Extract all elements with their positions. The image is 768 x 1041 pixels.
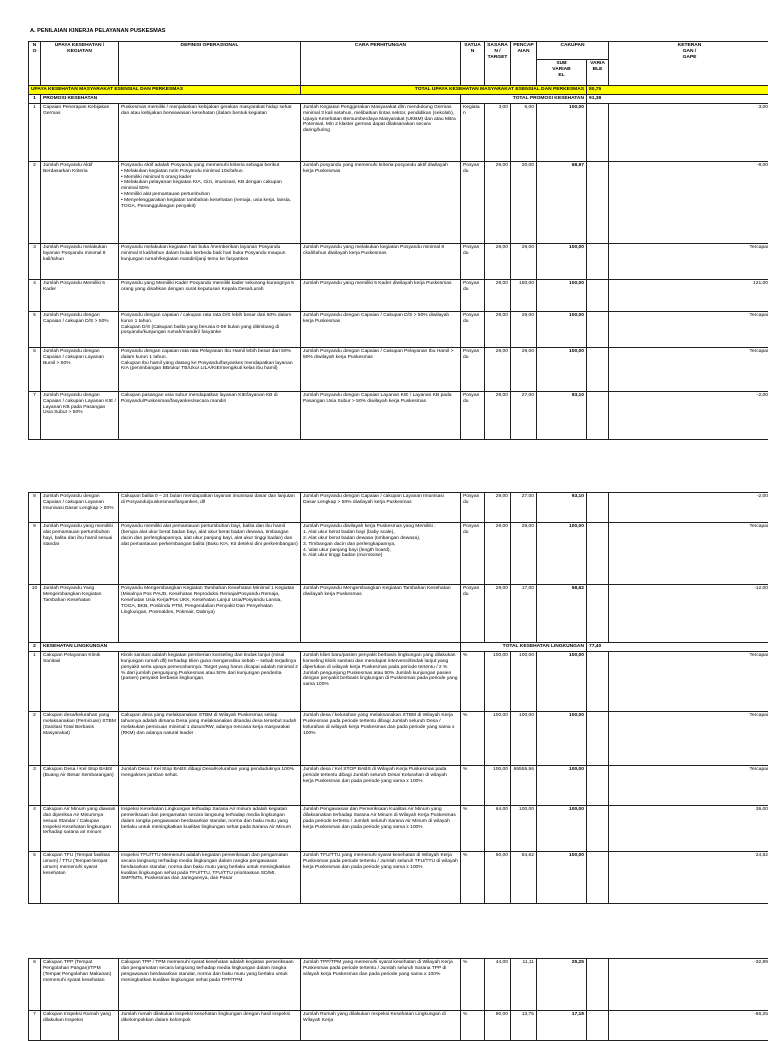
table-row (29, 585, 768, 643)
cell-cara: Jumlah TFU/TTU yang memenuhi syarat kesehatan di Wilayah Kerja Puskesmas pada periode tertentu / Jumlah seluruh TFU/TTU di wilayah kerja Puskesmas dan pada periode yang sama x 100% (301, 851, 461, 903)
cell-satuan: Posyan du (461, 347, 485, 391)
header-pencapaian: PENCAP AIAN (511, 42, 537, 86)
cell-pencapaian: 20,00 (511, 161, 537, 243)
cell-upaya: Jumlah Posyandu melakukan layanan Posyandu minimal 8 kali/tahun (41, 243, 119, 279)
header-variable: VARIABLE (587, 60, 609, 86)
cell-satuan: % (461, 805, 485, 851)
cell-sasaran: 29,00 (485, 161, 511, 243)
cell-ket: -32,89 (609, 959, 768, 1011)
cell-satuan: % (461, 651, 485, 711)
header-no: N O (29, 42, 41, 86)
cell-def: Inspeksi Kesehatan Lingkungan terhadap Sarana Air minum adalah kegiatan pemeriksaan dan pengamatan secara langsung terhadap media lingkungan dalam rangka pengawasan berdasarkan standar, norma dan baku mutu yang berlaku untuk meningkatkan kualitas lingkungan sehat pada Sarana Air Minum (119, 805, 301, 851)
cell-upaya: Jumlah Posyandu dengan Capaian / cakupan Layanan Imunisasi Dasar Lengkap > 50% (41, 493, 119, 523)
cell-sub (587, 585, 609, 643)
ukm-label: UPAYA KESEHATAN MASYARAKAT ESENSIAL DAN PERKESMAS (29, 86, 301, 95)
table-row (29, 851, 768, 903)
cell-ket: -2,00 (609, 391, 768, 439)
cell-satuan: Posyan du (461, 161, 485, 243)
cell-satuan: % (461, 959, 485, 1011)
table-row (29, 805, 768, 851)
header-definisi: DEFINISI OPERASIONAL (119, 42, 301, 86)
ukm-value: 80,75 (587, 86, 768, 95)
cell-cara: Jumlah Posyandu dengan Capaian / cakupan Layanan Imunisasi Dasar Lengkap > 50% diwilayah kerja Puskesmas (301, 493, 461, 523)
table-block-2 (28, 492, 768, 904)
table-row (29, 279, 768, 311)
cell-ket: -9,00 (609, 161, 768, 243)
cell-pencapaian: 100,00 (511, 711, 537, 765)
section-no: 2 (29, 643, 41, 652)
cell-sasaran: 100,00 (485, 711, 511, 765)
cell-ket: 3,00 (609, 103, 768, 161)
cell-upaya: Cakupan Inspeksi Rumah yang dilakukan Inspeksi (41, 1011, 119, 1041)
cell-sub (587, 391, 609, 439)
cell-sub (587, 711, 609, 765)
cell-no: 4 (29, 279, 41, 311)
header-cakupan: CAKUPAN (537, 42, 609, 60)
header-satuan: SATUA N (461, 42, 485, 86)
header-sub-variabel: SUB VARIAB EL (537, 60, 587, 86)
section-promosi-row (29, 94, 768, 103)
cell-def: Posyandu dengan capaian rata rata Pelayanan Ibu Hamil lebih besar dari 50% dalam kurun 1 tahun. Cakupan Ibu hamil yang datang ke Posyandu/fasyankes mendapatkan layanan KIA (penimbangan BB/ukur TB/Ukur LILA/KIE/mengikuti kelas ibu hamil) (119, 347, 301, 391)
section-total-value: 91,38 (587, 94, 768, 103)
cell-ket: Tercapai (609, 765, 768, 805)
cell-no: 6 (29, 959, 41, 1011)
cell-cakupan: 100,00 (537, 103, 587, 161)
cell-sub (587, 493, 609, 523)
cell-ket: Tercapai (609, 523, 768, 585)
section-total-label: TOTAL KESEHATAN LINGKUNGAN (461, 643, 587, 652)
cell-def: Posyandu dengan capaian / cakupan rata rata D/S lebih besar dari 50% dalam kurun 1 tahun. Cakupan D/S (Cakupan balita yang berusia 0-59 bulan yang ditimbang di posyandu/kunjungan rumah/mandiri/ fasyanke (119, 311, 301, 347)
cell-sub (587, 959, 609, 1011)
cell-pencapaian: 27,00 (511, 493, 537, 523)
cell-cara: Jumlah Posyandu yang melakukan kegiatan Posyandu minimal 8 ckali/tahun diwilayah kerja Puskesmas (301, 243, 461, 279)
cell-cara: Jumlah Posyandu yang memiliki 5 Kader diwilayah kerja Puskesmas (301, 279, 461, 311)
cell-upaya: Jumlah Posyandu Yang Mengembangkan Kegiatan Tambahan Kesehatan (41, 585, 119, 643)
table-row (29, 523, 768, 585)
page-title: A. PENILAIAN KINERJA PELAYANAN PUSKESMAS (30, 28, 166, 34)
cell-cara: Jumlah Pengawasan dan Pemeriksaan Kualitas Air Minum yang dilaksanakan terhadap Sarana Air Minum di Wilayah Kerja Puskesmas pada periode tertentu / Jumlah seluruh Sarana Air Minum di wilayah kerja Puskesmas dan pada periode yang sama x 100% (301, 805, 461, 851)
cell-sasaran: 29,00 (485, 585, 511, 643)
cell-upaya: Cakupan desa/kelurahan yang melaksanakan (Pemicuan) STBM (Sanitasi Total Berbasis Masyarakat) (41, 711, 119, 765)
cell-sasaran: 44,00 (485, 959, 511, 1011)
cell-no: 10 (29, 585, 41, 643)
cell-ket: -2,00 (609, 493, 768, 523)
cell-sasaran: 60,00 (485, 851, 511, 903)
table-row (29, 161, 768, 243)
cell-sasaran: 100,00 (485, 765, 511, 805)
cell-cara: Jumlah klien baru/pasien penyakit berbasis lingkungan yang dilakukan konseling klinik sanitasi dan mendapat intervensi/tindak lanjut yang diperlukan di wilayah kerja Puskesmas pada periode tertentu / 2 % Jumlah pengunjung Puskesmas atau 50% Jumlah kunjungan pasien dengan penyakit berbasis lingkungan di Puskesmas pada periode yang sama 100% (301, 651, 461, 711)
cell-no: 8 (29, 493, 41, 523)
cell-no: 2 (29, 161, 41, 243)
cell-cara: Jumlah Posyandu diwilayah kerja Puskesmas yang Memiliki : 1. Alat ukur berat badan bayi (baby scale), 2. Alat ukur berat badan dewasa (timbangan dewasa), 3. Timbangan dacin dan perlengkapannya, 4. \alat ukur panjang bayi (length board), 5. Alat ukur tinggi badan (microtoise) (301, 523, 461, 585)
cell-cara: Jumlah TPP/TPM yang memenuhi syarat kesehatan di Wilayah Kerja Puskesmas pada periode tertentu / Jumlah seluruh Sarana TPP di wilayah kerja Puskesmas dan pada periode yang sama x 100% (301, 959, 461, 1011)
cell-no: 1 (29, 651, 41, 711)
cell-pencapaian: 11,11 (511, 959, 537, 1011)
cell-no: 4 (29, 805, 41, 851)
cell-pencapaian: 29,00 (511, 243, 537, 279)
section-total-label: TOTAL PROMOSI KESEHATAN (461, 94, 587, 103)
cell-pencapaian: 100,00 (511, 805, 537, 851)
cell-ket: Tercapai (609, 311, 768, 347)
cell-def: Cakupan TPP / TPM memenuhi syarat kesehatan adalah kegiatan pemeriksaan dan pengamatan secara langsung terhadap media lingkungan dalam rangka pengawasan berdasarkan standar, norma dan baku mutu yang berlaku untuk meningkatkan kualitas lingkungan sehat pada TPP/TPM (119, 959, 301, 1011)
cell-ket: Tercapai (609, 651, 768, 711)
cell-sasaran: 29,00 (485, 347, 511, 391)
table-block-1 (28, 41, 768, 440)
cell-sub (587, 161, 609, 243)
cell-sub (587, 523, 609, 585)
cell-upaya: Jumlah Posyandu Aktif Berdasarkan Kriteria (41, 161, 119, 243)
cell-upaya: Cakupan Pelayanan Klinik Sanitasi (41, 651, 119, 711)
cell-sasaran: 64,00 (485, 805, 511, 851)
cell-cakupan: 100,00 (537, 347, 587, 391)
section-title: PROMOSI KESEHATAN (41, 94, 461, 103)
header-sasaran: SASARA N / TARGET (485, 42, 511, 86)
cell-sasaran: 29,00 (485, 391, 511, 439)
cell-upaya: Cakupan TPP (Tempat Pengolahan Pangan)/TPM (Tempat Pengolahan Makanan) memenuhi syarat kesehatan (41, 959, 119, 1011)
cell-cakupan: 100,00 (537, 523, 587, 585)
cell-sub (587, 103, 609, 161)
header-cara: CARA PERHITUNGAN (301, 42, 461, 86)
cell-sasaran: 80,00 (485, 1011, 511, 1041)
cell-def: Jumlah Desa / Kel Stop BABS dibagi Desa/Kelurahan yang penduduknya 100% mengakses jamban sehat. (119, 765, 301, 805)
cell-cakupan: 58,62 (537, 585, 587, 643)
cell-upaya: Jumlah Posyandu dengan Capaian / cakupan Layanan Bumil > 50% (41, 347, 119, 391)
cell-upaya: Jumlah Posyandu yang memiliki alat pemantauan pertumbuhan bayi, balita dan ibu hamil sesuai standar (41, 523, 119, 585)
cell-cara: Jumlah Posyandu dengan Capaian / Cakupan D/S > 50% diwilayah kerja Puskesmas (301, 311, 461, 347)
cell-cara: Jumlah desa / kelurahan yang melaksanakan STBM di Wilayah Kerja Puskesmas pada periode tertentu dibagi Jumlah seluruh Desa / kelurahan di wilayah kerja Puskesmas dan pada periode yang sama x 100% (301, 711, 461, 765)
cell-ket: Tercapai (609, 347, 768, 391)
cell-cara: Jumlah Posyandu Mengembangkan Kegiatan Tambahan Kesehatan diwilayah kerja Puskesmas (301, 585, 461, 643)
table-block-3 (28, 958, 768, 1041)
cell-sasaran: 3,00 (485, 103, 511, 161)
table-row (29, 493, 768, 523)
header-keterangan: KETERAN GAN / GAPE (609, 42, 768, 86)
cell-pencapaian: 13,75 (511, 1011, 537, 1041)
cell-cara: Jumlah desa / Kel STOP BABS di Wilayah Kerja Puskesmas pada periode tertentu dibagi Jumlah seluruh Desa/ Kelurahan di wilayah kerja Puskesmas dan pada periode yang sama x 100% (301, 765, 461, 805)
cell-upaya: Jumlah Posyandu dengan Capaian / cakupan Layanan KIE / Layanan KB pada Pasangan Usia Subur > 50% (41, 391, 119, 439)
cell-upaya: Capaian Penerapan Kebijakan Germas (41, 103, 119, 161)
cell-satuan: Posyan du (461, 311, 485, 347)
cell-sub (587, 243, 609, 279)
cell-cakupan: 25,25 (537, 959, 587, 1011)
cell-def: Posyandu Aktif adalah Posyandu yang memenuhi kriteria sebagai berikut • Melakukan kegiatan rutin Posyandu minimal 10x/tahun • Memiliki minimal 5 orang kader • Melakukan pelayanan kegiatan KIA, Gizi, imunisasi, KB dengan cakupan minimal 50% • Memiliki alat pemantauan pertumbuhan • Menyelenggarakan kegiatan tambahan kesehatan (remaja, usia kerja, lansia, TOGA, Penanggulangan penyakit) (119, 161, 301, 243)
cell-satuan: % (461, 711, 485, 765)
cell-satuan: Posyan du (461, 585, 485, 643)
cell-sub (587, 765, 609, 805)
cell-cakupan: 100,00 (537, 311, 587, 347)
cell-def: Posyandu yang Memiliki Kader Posyandu memiliki kader sekurang-kurangnya 5 orang yang disahkan dengan surat keputusan Kepala Desa/Lurah (119, 279, 301, 311)
cell-cakupan: 100,00 (537, 651, 587, 711)
table-row (29, 243, 768, 279)
cell-pencapaian: 100,00 (511, 651, 537, 711)
cell-no: 6 (29, 347, 41, 391)
table-row (29, 711, 768, 765)
cell-satuan: Posyan du (461, 243, 485, 279)
cell-def: Posyandu Mengembangkan Kegiatan Tambahan Kesehatan Minimal 1 Kegiatan (Misalnya Pos PAUD, Kesehatan Reproduksi Remaja/Posyandu Remaja, Kesehatan Usia Kerja/Pos UKK, Kesehatan Lanjut Usia/Posyandu Lansia, TOGA, BKB, Posbindu PTM, Pengendalian Penyakit Dan Penyehatan Lingkungan, Posmaldes, Pokmair, Dabnya) (119, 585, 301, 643)
cell-sasaran: 29,00 (485, 523, 511, 585)
cell-sub (587, 1011, 609, 1041)
table-row (29, 765, 768, 805)
table-row (29, 347, 768, 391)
cell-cara: Jumlah Posyandu dengan Capaian Layanan KIE / Layanan KB pada Pasangan Usia Subur > 50% diwilayah kerja Puskesmas (301, 391, 461, 439)
cell-ket: 24,62 (609, 851, 768, 903)
cell-def: Jumlah rumah dilakukan inspeksi kesehatan lingkungan dengan hasil inspeksi dikelompokkan dalam kelompok (119, 1011, 301, 1041)
table-row (29, 311, 768, 347)
cell-cara: Jumlah posyandu yang memenuhi kriteria posyandu aktif diwilayah kerja Puskesmas (301, 161, 461, 243)
cell-satuan: % (461, 851, 485, 903)
ukm-summary-row (29, 86, 768, 95)
cell-cakupan: 100,00 (537, 711, 587, 765)
cell-cakupan: 100,00 (537, 851, 587, 903)
cell-upaya: Jumlah Posyandu dengan Capaian / cakupan D/S > 50% (41, 311, 119, 347)
cell-satuan: % (461, 765, 485, 805)
cell-cakupan: 93,10 (537, 493, 587, 523)
cell-def: Puskesmas memiliki / menjalankan kebijakan gerakan masyarakat hidup sehat dan atau kebijakan berwawasan kesehatan (dalam bentuk kegiatan (119, 103, 301, 161)
cell-pencapaian: 17,00 (511, 585, 537, 643)
cell-upaya: Cakupan Desa / Kel Stop BABS (Buang Air Besar Sembarangan) (41, 765, 119, 805)
cell-no: 2 (29, 711, 41, 765)
cell-pencapaian: 29,00 (511, 347, 537, 391)
cell-no: 7 (29, 1011, 41, 1041)
cell-def: Klinik sanitasi adalah kegiatan pemberian konseling dan tindak lanjut (misal kunjungan rumah dll) terhadap klien guna mengenalisa sebab – sebab terjadinya penyakit serta upaya pemecahannya. Target yang harus dicapai adalah minimal 2 % dari jumlah pengunjung Puskesmas atau 50% dari kunjungan penderita (pasien) penyakit berbasis lingkungan. (119, 651, 301, 711)
cell-def: Cakupan balita 0 – 24 bulan mendapatkan layanan imunisasi dasar dan lanjutan di Posyandu/puskesmas/fasyankes, dll (119, 493, 301, 523)
cell-pencapaian: 86555,56 (511, 765, 537, 805)
table-row (29, 103, 768, 161)
cell-sub (587, 279, 609, 311)
cell-sub (587, 651, 609, 711)
cell-no: 5 (29, 851, 41, 903)
cell-no: 7 (29, 391, 41, 439)
cell-sasaran: 29,00 (485, 279, 511, 311)
cell-ket: Tercapai (609, 711, 768, 765)
cell-sasaran: 29,00 (485, 311, 511, 347)
cell-upaya: Cakupan Air Minum yang diawasi dan diperiksa Air Minumnya sesuai Standar / Cakupan Inspeksi Kesehatan lingkungan terhadap sarana air minum (41, 805, 119, 851)
cell-sub (587, 851, 609, 903)
ukm-total-label: TOTAL UPAYA KESEHATAN MASYARAKAT ESENSIAL DAN PERKESMAS (301, 86, 587, 95)
cell-cara: Jumlah Kegiatan Penggerakan Masyarakat dlm mendukung Germas minimal 3 kali setahun, melibatkan lintas sektor, pendidikan (sekolah), Upaya Kesehatan Bersumberdaya Masyarakat (UKBM) dan atau Mitra Potensial, Min 2 klaster germas dapat dilaksanakan secara daring/luring (301, 103, 461, 161)
cell-ket: 121,00 (609, 279, 768, 311)
cell-upaya: Jumlah Posyandu Memiliki 5 Kader (41, 279, 119, 311)
cell-no: 1 (29, 103, 41, 161)
cell-no: 5 (29, 311, 41, 347)
cell-ket: 36,00 (609, 805, 768, 851)
table-header (29, 42, 768, 60)
cell-pencapaian: 150,00 (511, 279, 537, 311)
cell-satuan: Posyan du (461, 493, 485, 523)
cell-ket: -12,00 (609, 585, 768, 643)
cell-cakupan: 17,19 (537, 1011, 587, 1041)
cell-satuan: Posyan du (461, 523, 485, 585)
cell-def: Cakupan desa yang melaksanakan STBM di Wilayah Puskesmas setiap tahunnya adalah dimana Desa yang melaksanakan ditandai desa tersebut sudah melakukan pemicuan minimal 1 dusun/RW, adanya rencana kerja masyarakat (RKM) dan adanya natural leader (119, 711, 301, 765)
cell-sub (587, 311, 609, 347)
cell-def: Cakupan pasangan usia subur mendapatkan layanan KIE/layanan KB di Posyandu/Puskesmas/fasyankes/secara mandiri (119, 391, 301, 439)
section-no: 1 (29, 94, 41, 103)
cell-sasaran: 100,00 (485, 651, 511, 711)
cell-pencapaian: 6,00 (511, 103, 537, 161)
cell-no: 3 (29, 765, 41, 805)
cell-cakupan: 100,00 (537, 765, 587, 805)
cell-sasaran: 29,00 (485, 493, 511, 523)
cell-pencapaian: 29,00 (511, 311, 537, 347)
cell-cakupan: 100,00 (537, 805, 587, 851)
cell-def: Inspeksi TFU/TTU Memenuhi adalah kegiatan pemeriksaan dan pengamatan secara langsung terhadap media lingkungan dalam rangka pengawasan berdasarkan standar, norma dan baku mutu yang berlaku untuk meningkatkan kualitas lingkungan sehat pada TFU/TTU, TFU/TTU prioritaskan SD/MI, SMP/MTs, Puskesmas dan Jaringannya, dan Pasar (119, 851, 301, 903)
cell-sasaran: 29,00 (485, 243, 511, 279)
cell-cara: Jumlah Posyandu dengan Capaian / Cakupan Pelayanan Ibu Hamil > 50% diwilayah kerja Puskesmas (301, 347, 461, 391)
cell-def: Posyandu melakukan kegiatan hari buka /memberikan layanan Posyandu minimal 8 kali/tahun dalam bulan berbeda baik hari buka Posyandu maupun kunjungan rumah/kegiatan mandiri/janji temu ke fasyankes (119, 243, 301, 279)
cell-ket: -66,25 (609, 1011, 768, 1041)
cell-cara: Jumlah Rumah yang dilakukan Inspeksi Kesehatan Lingkungan di Wilayah Kerja (301, 1011, 461, 1041)
cell-satuan: Kegiata n (461, 103, 485, 161)
section-title: KESEHATAN LINGKUNGAN (41, 643, 461, 652)
cell-sub (587, 347, 609, 391)
cell-no: 9 (29, 523, 41, 585)
cell-def: Posyandu memiliki alat pemantauan pertumbuhan bayi, balita dan ibu hamil (berupa alat ukur berat badan bayi, alat ukur berat badan dewasa, timbangan dacin dan perlengkapannya, alat ukur panjang bayi, alat ukur tinggi badan) dan alat pemantauan perkembangan balita (Buku KIA, Kit deteksi dini perkembangan) (119, 523, 301, 585)
cell-no: 3 (29, 243, 41, 279)
table-row (29, 1011, 768, 1041)
section-total-value: 77,40 (587, 643, 768, 652)
cell-satuan: % (461, 1011, 485, 1041)
table-row (29, 651, 768, 711)
cell-pencapaian: 29,00 (511, 523, 537, 585)
table-row (29, 959, 768, 1011)
cell-ket: Tercapai (609, 243, 768, 279)
cell-upaya: Cakupan TFU (Tempat fasilitas umum) / TTU (Tempat-tempat umum) memenuhi syarat kesehatan (41, 851, 119, 903)
section-kesling-row (29, 643, 768, 652)
cell-cakupan: 100,00 (537, 243, 587, 279)
cell-pencapaian: 84,62 (511, 851, 537, 903)
cell-satuan: Posyan du (461, 279, 485, 311)
header-upaya: UPAYA KESEHATAN / KEGIATAN (41, 42, 119, 86)
cell-cakupan: 100,00 (537, 279, 587, 311)
cell-satuan: Posyan du (461, 391, 485, 439)
cell-cakupan: 68,97 (537, 161, 587, 243)
cell-sub (587, 805, 609, 851)
cell-cakupan: 93,10 (537, 391, 587, 439)
table-row (29, 391, 768, 439)
cell-pencapaian: 27,00 (511, 391, 537, 439)
